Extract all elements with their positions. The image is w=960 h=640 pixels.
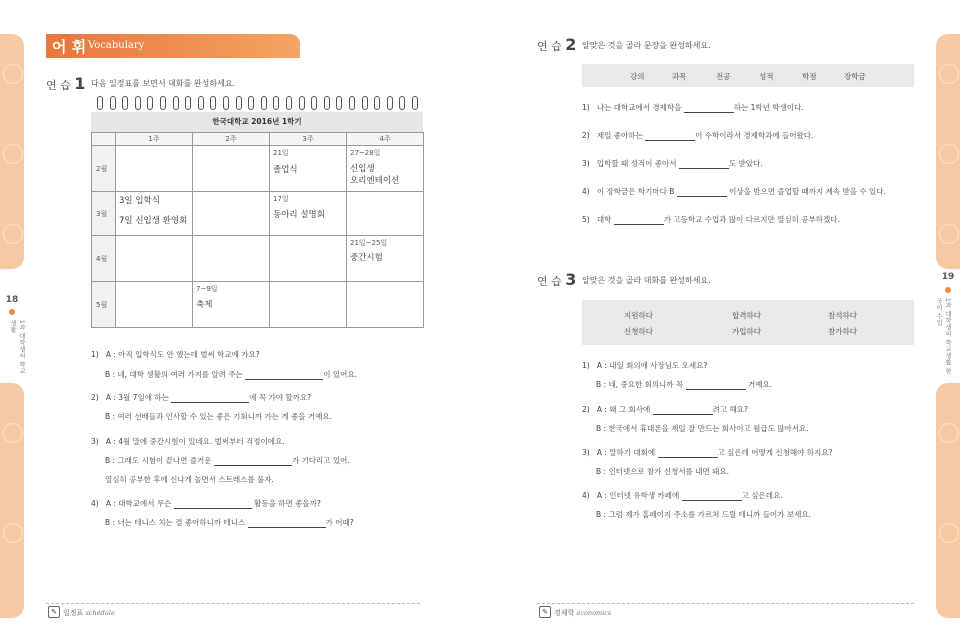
binding-ring-icon (198, 96, 204, 110)
question-text: 가 고등학교 수업과 많이 다르지만 열심히 공부하겠다. (663, 215, 840, 224)
ex3-q2-b (596, 423, 809, 434)
exercise-2-instruction: 알맞은 것을 골라 문장을 완성하세요. (582, 41, 711, 50)
swirl-ornament-icon (939, 64, 959, 84)
question-number: 3) (582, 159, 590, 168)
footer-glossary-right (554, 608, 611, 618)
ex1-q3-b (105, 455, 350, 466)
question-text: 입학할 때 성적이 좋아서 (596, 159, 677, 168)
word-option: 성적 (759, 72, 774, 81)
binding-ring-icon (236, 96, 242, 110)
ex2-q1 (582, 102, 804, 113)
question-text: 도 받았다. (728, 159, 763, 168)
question-text: A : 인터넷 유학생 카페에 (596, 491, 680, 500)
question-text: A : 내일 회의에 사장님도 오세요? (596, 361, 708, 370)
binding-ring-icon (311, 96, 317, 110)
calendar-cell (270, 192, 347, 236)
question-text: 이 수학이라서 경제학과에 들어왔다. (695, 131, 814, 140)
question-number: 1) (582, 361, 590, 370)
footer-glossary-left (63, 608, 115, 618)
word-option: 과목 (672, 72, 687, 81)
ex2-q5 (582, 214, 840, 225)
cell-date: 7~9일 (196, 285, 218, 293)
answer-blank[interactable] (679, 159, 729, 169)
word-option: 참석하다 (828, 311, 857, 320)
left-edge-tab (0, 34, 24, 269)
calendar-cell (116, 192, 193, 236)
binding-ring-icon (185, 96, 191, 110)
page-dot-icon (945, 287, 951, 293)
ex1-q1-a (91, 349, 260, 360)
footer-divider (537, 603, 914, 604)
question-text: B : 네, 중요한 회의니까 꼭 (596, 380, 684, 389)
cell-date: 21일~25일 (350, 239, 388, 247)
question-text: 활동을 하면 좋을까? (254, 499, 321, 508)
week-header: 2주 (193, 133, 270, 146)
ex3-q1-a (582, 360, 707, 371)
ex1-q2-a (91, 392, 311, 403)
calendar-cell (270, 282, 347, 328)
ex1-q1-b (105, 369, 357, 380)
question-number: 4) (91, 499, 99, 508)
exercise-3-label (537, 270, 576, 289)
ex3-q4-b (596, 509, 811, 520)
week-header: 3주 (270, 133, 347, 146)
ex3-q4-a (582, 490, 783, 501)
question-text: 에 꼭 가야 할까요? (249, 393, 312, 402)
calendar-cell (347, 146, 424, 192)
calendar-corner (92, 133, 116, 146)
question-text: 이 있어요. (323, 370, 357, 379)
question-number: 5) (582, 215, 590, 224)
exercise-3-word-box (582, 300, 914, 345)
answer-blank[interactable] (645, 131, 695, 141)
ex1-q3-a (91, 436, 285, 447)
answer-blank[interactable] (653, 405, 713, 415)
calendar-cell (347, 282, 424, 328)
right-edge-tab-lower (936, 383, 960, 618)
swirl-ornament-icon (939, 224, 959, 244)
footer-word-en: schedule (85, 609, 115, 617)
answer-blank[interactable] (684, 103, 734, 113)
binding-ring-icon (387, 96, 393, 110)
binding-ring-icon (412, 96, 418, 110)
word-option: 학점 (802, 72, 817, 81)
footer-divider (46, 603, 420, 604)
ex1-q4-a (91, 498, 321, 509)
cell-date: 27~28일 (350, 149, 381, 157)
pencil-note-icon: ✎ (539, 606, 551, 618)
vocab-title-ko: 어 휘 (52, 38, 87, 56)
question-number: 4) (582, 187, 590, 196)
pencil-note-icon: ✎ (48, 606, 60, 618)
week-header: 1주 (116, 133, 193, 146)
ex3-q2-a (582, 404, 748, 415)
question-text: B : 네, 대학 생활의 여러 가지를 알려 주는 (105, 370, 243, 379)
exercise-2-label (537, 35, 576, 54)
calendar-cell (193, 192, 270, 236)
question-text: A : 왜 그 회사에 (596, 405, 651, 414)
question-text: B : 여러 선배들과 인사할 수 있는 좋은 기회니까 가는 게 좋을 거예요. (105, 412, 333, 421)
question-number: 4) (582, 491, 590, 500)
exercise-label-text: 연 습 (537, 275, 562, 288)
exercise-1-label (46, 74, 85, 93)
calendar-cell (193, 282, 270, 328)
right-edge-tab (936, 34, 960, 269)
calendar-cell (270, 146, 347, 192)
calendar-row-may (92, 282, 424, 328)
side-chapter-text-left: 1과 대학생의 학교생활 (9, 320, 25, 375)
answer-blank[interactable] (174, 499, 252, 509)
vocabulary-header (46, 34, 300, 58)
answer-blank[interactable] (214, 456, 292, 466)
binding-ring-icon (261, 96, 267, 110)
binding-ring-icon (324, 96, 330, 110)
month-label: 4월 (92, 236, 116, 282)
question-text: 이 장학금은 학기마다 B (596, 187, 675, 196)
footer-word-ko: 일정표 (63, 609, 84, 617)
ex3-q3-b (596, 466, 729, 477)
calendar-row-mar (92, 192, 424, 236)
calendar-header-row (92, 133, 424, 146)
cell-event: 졸업식 (273, 165, 298, 175)
calendar-row-apr (92, 236, 424, 282)
ex3-q1-b (596, 379, 772, 390)
question-text: 하는 1학년 학생이다. (733, 103, 804, 112)
binding-ring-icon (336, 96, 342, 110)
answer-blank[interactable] (171, 393, 249, 403)
answer-blank[interactable] (682, 491, 742, 501)
calendar-row-feb (92, 146, 424, 192)
cell-event: 축제 (196, 300, 213, 310)
swirl-ornament-icon (3, 523, 23, 543)
page-number-right: 19 (941, 272, 955, 282)
cell-event: 신입생 (350, 164, 375, 174)
question-text: A : 4월 말에 중간시험이 있네요. 벌써부터 걱정이에요. (105, 437, 285, 446)
footer-word-en: economics (576, 609, 612, 617)
calendar-rings (91, 96, 423, 112)
binding-ring-icon (223, 96, 229, 110)
exercise-number: 1 (74, 74, 86, 93)
calendar-cell (347, 192, 424, 236)
question-text: A : 3월 7일에 하는 (105, 393, 169, 402)
answer-blank[interactable] (245, 370, 323, 380)
month-label: 2월 (92, 146, 116, 192)
question-number: 1) (582, 103, 590, 112)
question-text: B : 너는 테니스 치는 걸 좋아하니까 테니스 (105, 518, 246, 527)
binding-ring-icon (122, 96, 128, 110)
cell-date: 21일 (273, 149, 289, 157)
binding-ring-icon (110, 96, 116, 110)
calendar-cell (116, 146, 193, 192)
calendar-grid (91, 132, 424, 328)
exercise-label-text: 연 습 (46, 79, 71, 92)
question-number: 2) (91, 393, 99, 402)
month-label: 5월 (92, 282, 116, 328)
question-text: 고 싶은데 어떻게 신청해야 하지요? (717, 448, 833, 457)
month-label: 3월 (92, 192, 116, 236)
question-text: B : 그럼 제가 홈페이지 주소를 가르쳐 드릴 테니까 들어가 보세요. (596, 510, 812, 519)
ex2-q2 (582, 130, 813, 141)
cell-date: 17일 (273, 195, 289, 203)
page-dot-icon (9, 309, 15, 315)
word-option: 지원하다 (624, 311, 653, 320)
ex2-q4 (582, 186, 886, 197)
answer-blank[interactable] (614, 215, 664, 225)
cell-event: 7일 신입생 환영회 (119, 216, 188, 226)
binding-ring-icon (299, 96, 305, 110)
binding-ring-icon (374, 96, 380, 110)
binding-ring-icon (147, 96, 153, 110)
question-text: B : 한국에서 휴대폰을 제일 잘 만드는 회사이고 월급도 많아서요. (596, 424, 809, 433)
word-option: 장학금 (844, 72, 866, 81)
swirl-ornament-icon (939, 523, 959, 543)
question-number: 3) (91, 437, 99, 446)
vocab-title-en: Vocabulary (88, 40, 145, 51)
question-text: B : 그래도 시험이 끝나면 즐거운 (105, 456, 212, 465)
swirl-ornament-icon (3, 64, 23, 84)
cell-event: 동아리 설명회 (273, 210, 325, 220)
binding-ring-icon (173, 96, 179, 110)
question-text: A : 대학교에서 무슨 (105, 499, 172, 508)
exercise-number: 2 (565, 35, 577, 54)
question-text: 이상을 받으면 졸업할 때까지 계속 받을 수 있다. (729, 187, 886, 196)
question-text: 려고 해요? (712, 405, 749, 414)
calendar-cell (347, 236, 424, 282)
footer-word-ko: 경제학 (554, 609, 575, 617)
question-number: 3) (582, 448, 590, 457)
exercise-2-word-box (582, 64, 914, 87)
answer-blank[interactable] (248, 518, 326, 528)
binding-ring-icon (273, 96, 279, 110)
cell-event: 중간시험 (350, 253, 383, 263)
question-text: 고 싶은데요. (741, 491, 783, 500)
calendar-cell (193, 236, 270, 282)
answer-blank[interactable] (658, 448, 718, 458)
week-header: 4주 (347, 133, 424, 146)
exercise-label-text: 연 습 (537, 40, 562, 53)
page-number-left: 18 (5, 295, 19, 305)
question-text: A : 아직 입학식도 안 했는데 벌써 학교에 가요? (105, 350, 260, 359)
swirl-ornament-icon (3, 224, 23, 244)
binding-ring-icon (210, 96, 216, 110)
schedule-calendar (91, 96, 423, 336)
cell-event: 3일 입학식 (119, 196, 160, 206)
swirl-ornament-icon (3, 423, 23, 443)
calendar-cell (270, 236, 347, 282)
exercise-3-instruction: 알맞은 것을 골라 대화를 완성하세요. (582, 276, 711, 285)
ex1-q2-b (105, 411, 332, 422)
cell-event: 오리엔테이션 (350, 176, 400, 186)
answer-blank[interactable] (686, 380, 746, 390)
ex1-q4-b (105, 517, 354, 528)
word-option: 가입하다 (732, 327, 761, 336)
side-chapter-text-right: 1과 대학생의 학교생활 한국어 수업 (935, 298, 951, 375)
word-option: 합격하다 (732, 311, 761, 320)
swirl-ornament-icon (939, 423, 959, 443)
ex1-q3-b-line2: 열심히 공부한 후에 신나게 놀면서 스트레스를 풀자. (105, 475, 274, 484)
question-text: 가 어때? (325, 518, 354, 527)
question-number: 2) (582, 405, 590, 414)
calendar-cell (116, 282, 193, 328)
ex2-q3 (582, 158, 763, 169)
word-option: 전공 (716, 72, 731, 81)
question-text: 가 기다리고 있어. (291, 456, 350, 465)
question-text: 제일 좋아하는 (596, 131, 643, 140)
question-text: 나는 대학교에서 경제학을 (596, 103, 682, 112)
swirl-ornament-icon (939, 144, 959, 164)
answer-blank[interactable] (677, 187, 727, 197)
binding-ring-icon (97, 96, 103, 110)
exercise-number: 3 (565, 270, 577, 289)
word-option: 참가하다 (828, 327, 857, 336)
word-option: 신청하다 (624, 327, 653, 336)
question-text: 거예요. (747, 380, 773, 389)
binding-ring-icon (135, 96, 141, 110)
question-number: 1) (91, 350, 99, 359)
ex3-q3-a (582, 447, 832, 458)
binding-ring-icon (286, 96, 292, 110)
question-text: A : 말하기 대회에 (596, 448, 656, 457)
binding-ring-icon (399, 96, 405, 110)
calendar-cell (116, 236, 193, 282)
exercise-1-instruction: 다음 일정표를 보면서 대화를 완성하세요. (91, 79, 236, 88)
binding-ring-icon (248, 96, 254, 110)
binding-ring-icon (160, 96, 166, 110)
question-text: B : 인터넷으로 참가 신청서를 내면 돼요. (596, 467, 730, 476)
word-option: 강의 (630, 72, 645, 81)
question-text: 대학 (596, 215, 612, 224)
swirl-ornament-icon (3, 144, 23, 164)
left-edge-tab-lower (0, 383, 24, 618)
binding-ring-icon (362, 96, 368, 110)
calendar-cell (193, 146, 270, 192)
question-number: 2) (582, 131, 590, 140)
calendar-title: 한국대학교 2016년 1학기 (91, 112, 423, 132)
binding-ring-icon (349, 96, 355, 110)
